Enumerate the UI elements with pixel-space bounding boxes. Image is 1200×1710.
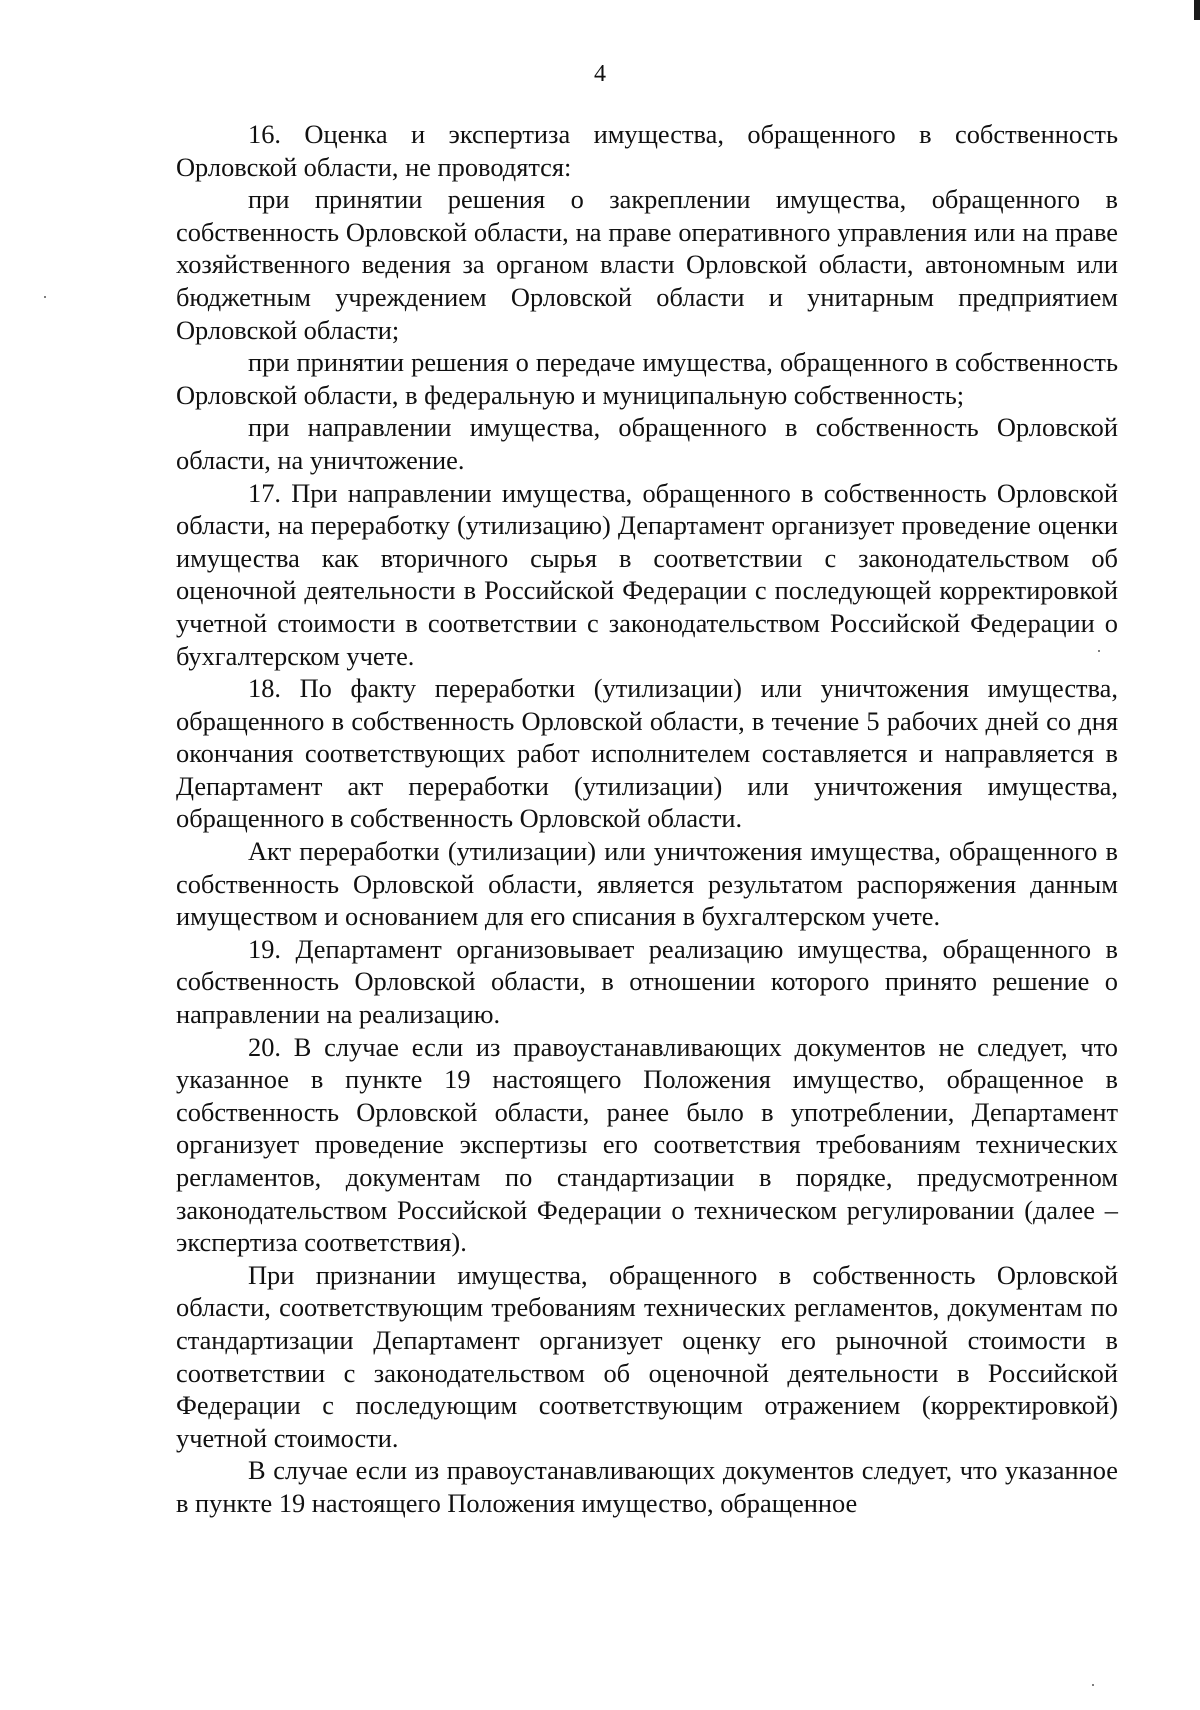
page-number: 4	[594, 61, 606, 87]
scan-speck	[44, 296, 46, 298]
paragraph-20-continued: В случае если из правоустанавливающих документов следует, что указанное в пункте 19 настоящего Положения имущество, обращенное	[176, 1455, 1118, 1518]
document-body	[176, 118, 1118, 1520]
paragraph-16: 16. Оценка и экспертиза имущества, обращенного в собственность Орловской области, не проводятся:	[176, 119, 1118, 182]
paragraph-16-item-1: при принятии решения о закреплении имущества, обращенного в собственность Орловской области, на праве оперативного управления или на праве хозяйственного ведения за органом власти Орловской области, автономным или бюджетным учреждением Орловской области и унитарным предприятием Орловской области;	[176, 184, 1118, 345]
paragraph-18-act: Акт переработки (утилизации) или уничтожения имущества, обращенного в собственность Орловской области, является результатом распоряжения данным имуществом и основанием для его списания в бухгалтерском учете.	[176, 836, 1118, 932]
scan-speck	[1092, 1684, 1094, 1686]
paragraph-20-recognition: При признании имущества, обращенного в собственность Орловской области, соответствующим требованиям технических регламентов, документам по стандартизации Департамент организует оценку его рыночной стоимости в соответствии с законодательством об оценочной деятельности в Российской Федерации с последующим соответствующим отражением (корректировкой) учетной стоимости.	[176, 1259, 1118, 1453]
paragraph-17: 17. При направлении имущества, обращенного в собственность Орловской области, на переработку (утилизацию) Департамент организует проведение оценки имущества как вторичного сырья в соответствии с законодательством об оценочной деятельности в Российской Федерации с последующей корректировкой учетной стоимости в соответствии с законодательством Российской Федерации о бухгалтерском учете.	[176, 477, 1118, 671]
paragraph-18: 18. По факту переработки (утилизации) или уничтожения имущества, обращенного в собственность Орловской области, в течение 5 рабочих дней со дня окончания соответствующих работ исполнителем составляется и направляется в Департамент акт переработки (утилизации) или уничтожения имущества, обращенного в собственность Орловской области.	[176, 673, 1118, 834]
paragraph-16-item-3: при направлении имущества, обращенного в собственность Орловской области, на уничтожение.	[176, 412, 1118, 475]
paragraph-19: 19. Департамент организовывает реализацию имущества, обращенного в собственность Орловской области, в отношении которого принято решение о направлении на реализацию.	[176, 933, 1118, 1030]
paragraph-16-item-2: при принятии решения о передаче имущества, обращенного в собственность Орловской области, в федеральную и муниципальную собственность;	[176, 347, 1118, 410]
paragraph-20: 20. В случае если из правоустанавливающих документов не следует, что указанное в пункте 19 настоящего Положения имущество, обращенное в собственность Орловской области, ранее было в употреблении, Департамент организует проведение экспертизы его соответствия требованиям технических регламентов, документам по стандартизации в порядке, предусмотренном законодательством Российской Федерации о техническом регулировании (далее – экспертиза соответствия).	[176, 1031, 1118, 1258]
scan-artifact-mark	[1194, 0, 1200, 20]
